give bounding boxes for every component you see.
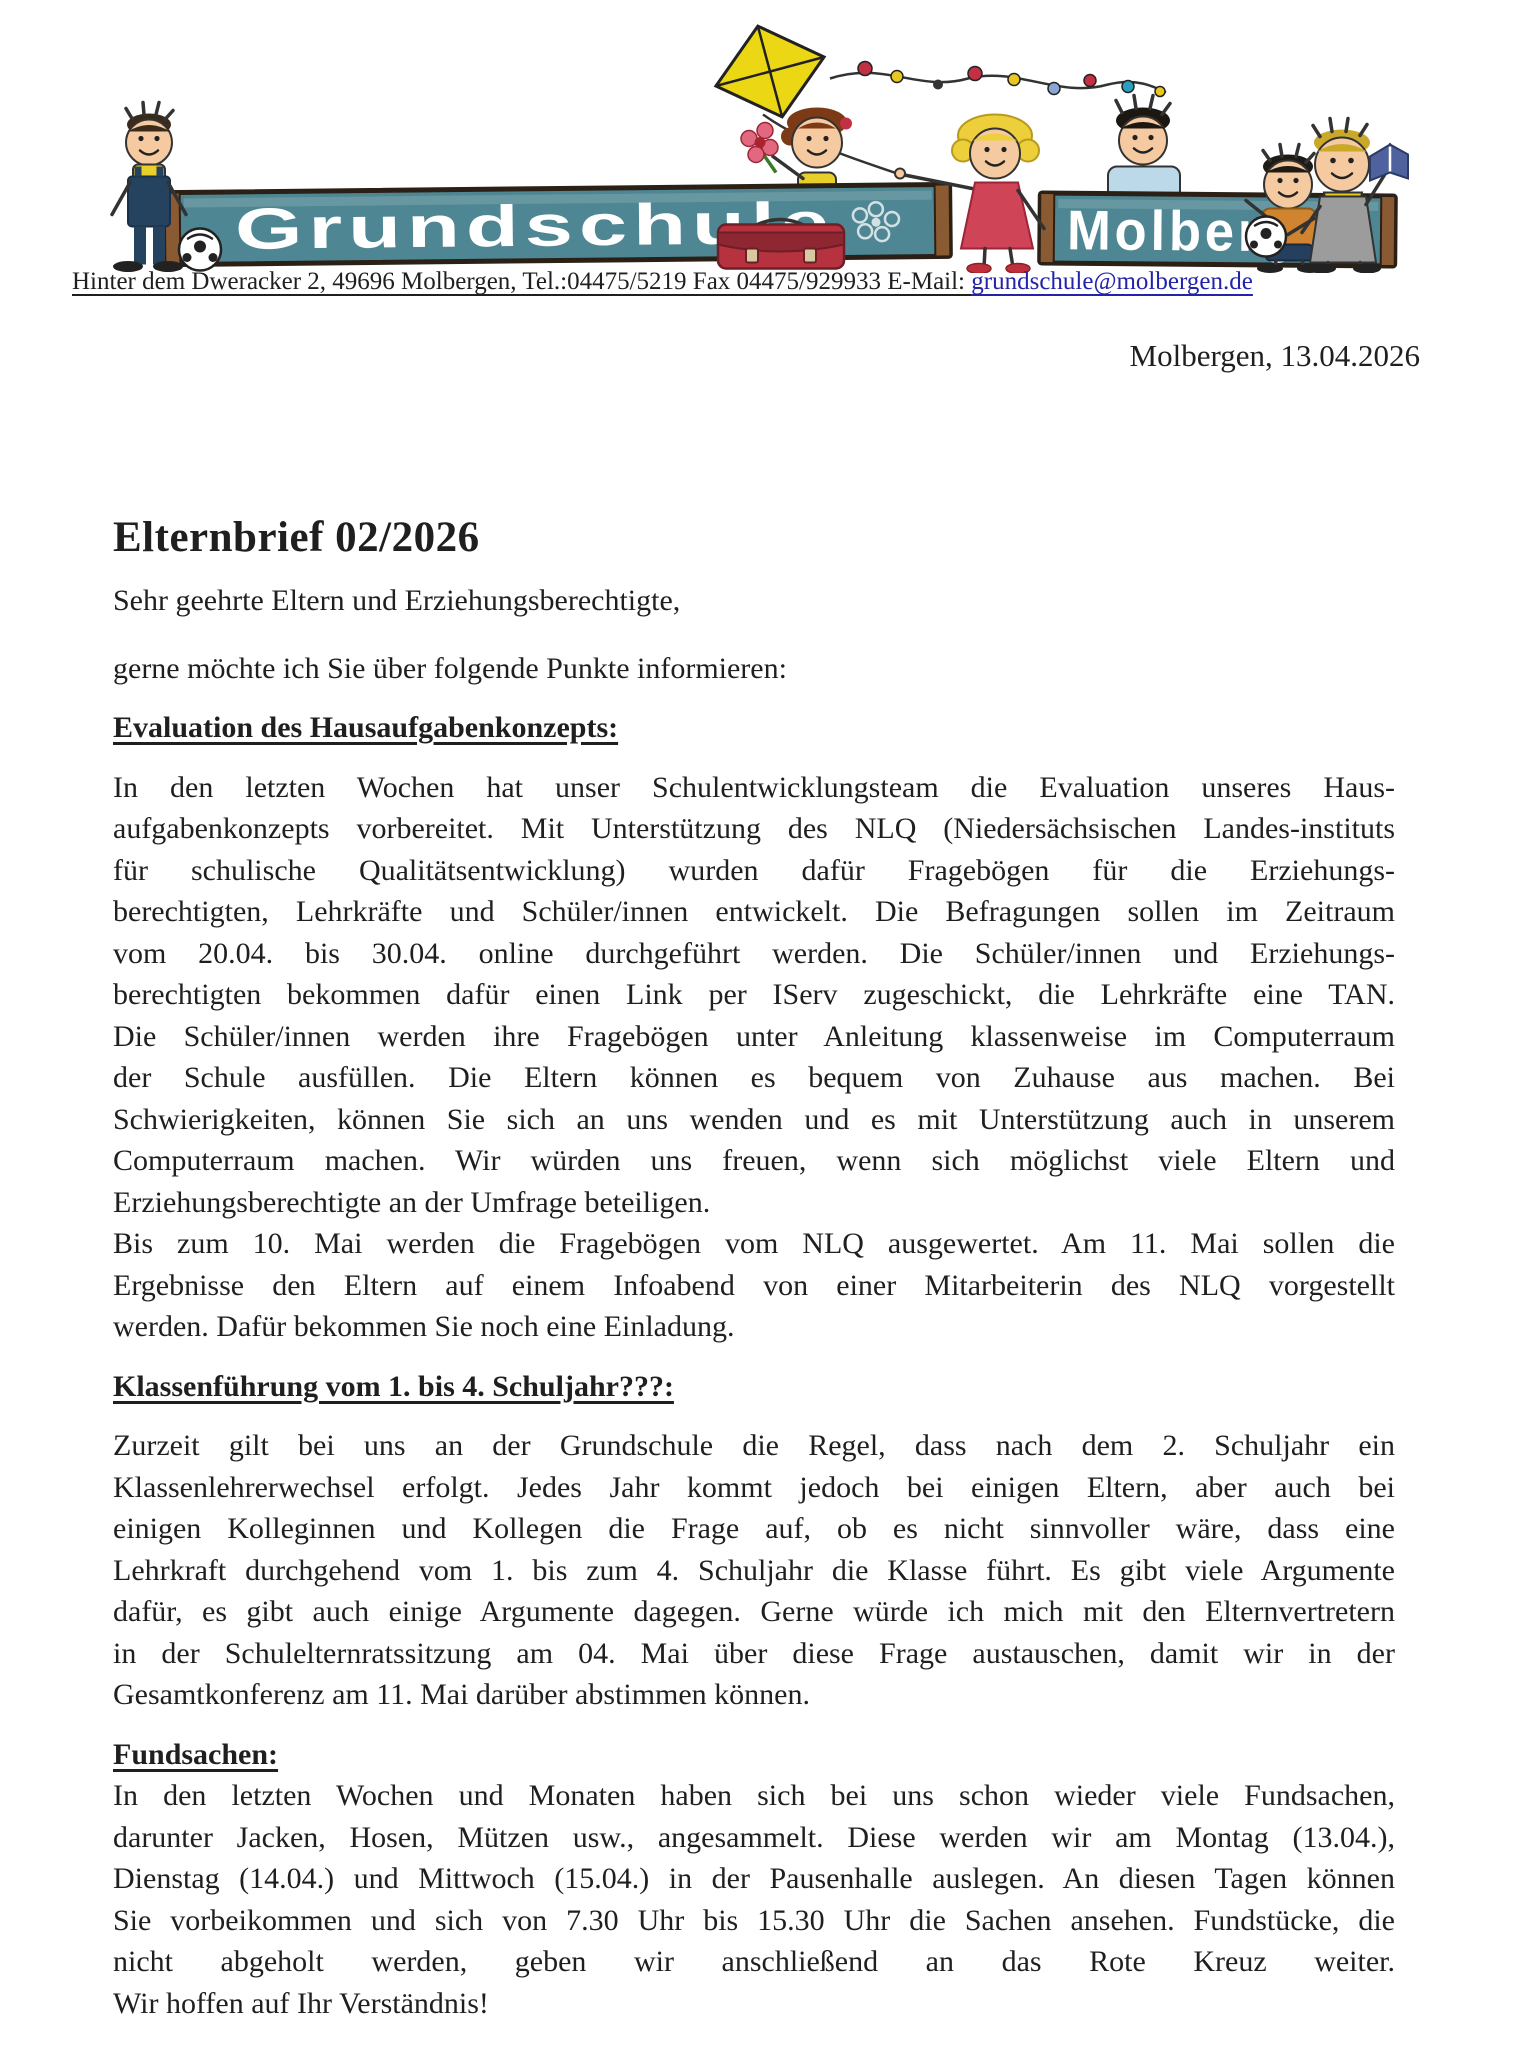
text-line: Wir hoffen auf Ihr Verständnis! (113, 1986, 489, 2020)
address-text: Hinter dem Dweracker 2, 49696 Molbergen, Tel.:04475/5219 Fax 04475/929933 E-Mail: (72, 268, 972, 295)
blonde-girl-head (952, 115, 1039, 179)
section-fundsachen (113, 1734, 1395, 2025)
red-satchel-icon (718, 220, 844, 269)
text-line: Klassenlehrerwechsel erfolgt. Jedes Jahr kommt jedoch bei einigen Eltern, aber auch bei (113, 1470, 1395, 1504)
letterhead-art (70, 15, 1410, 273)
text-line: dafür, es gibt auch einige Argumente dagegen. Gerne würde ich mich mit den Elternvertretern (113, 1595, 1395, 1628)
text-line: In den letzten Wochen hat unser Schulentwicklungsteam die Evaluation unseres Haus- (113, 770, 1395, 804)
soccer-ball-icon (179, 229, 221, 271)
letterhead-address-line (72, 266, 1464, 298)
text-line: Sie vorbeikommen und sich von 7.30 Uhr bis 15.30 Uhr die Sachen ansehen. Fundstücke, die (113, 1903, 1395, 1937)
text-line: nicht abgeholt werden, geben wir anschließend an das Rote Kreuz weiter. (113, 1945, 1395, 1978)
greeting-line: Sehr geehrte Eltern und Erziehungsberechtigte, (113, 584, 681, 617)
section-heading: Evaluation des Hausaufgabenkonzepts: (113, 711, 619, 744)
text-line: für schulische Qualitätsentwicklung) wurden dafür Fragebögen für die Erziehungs- (113, 853, 1395, 887)
flag-bunting-icon (830, 62, 1166, 97)
text-line: Bis zum 10. Mai werden die Fragebögen vom NLQ ausgewertet. Am 11. Mai sollen die (113, 1227, 1395, 1260)
text-line: der Schule ausfüllen. Die Eltern können es bequem von Zuhause aus machen. Bei (113, 1061, 1395, 1094)
text-line: Erziehungsberechtigte an der Umfrage beteiligen. (113, 1185, 711, 1219)
sign-right-label: Molbergen (1066, 198, 1387, 264)
text-line: Lehrkraft durchgehend vom 1. bis zum 4. Schuljahr die Klasse führt. Es gibt viele Argumente (113, 1553, 1395, 1587)
section-paragraph (113, 1425, 1395, 1716)
text-line: Gesamtkonferenz am 11. Mai darüber abstimmen können. (113, 1678, 811, 1711)
girl-with-flower-figure (741, 108, 852, 193)
text-line: berechtigten, Lehrkräfte und Schüler/innen entwickelt. Die Befragungen sollen im Zeitraum (113, 895, 1395, 928)
section-evaluation (113, 707, 1395, 1348)
text-line: vom 20.04. bis 30.04. online durchgeführt werden. Die Schüler/innen und Erziehungs- (113, 936, 1395, 970)
text-line: Computerraum machen. Wir würden uns freuen, wenn sich möglichst viele Eltern und (113, 1144, 1395, 1177)
text-line: werden. Dafür bekommen Sie noch eine Einladung. (113, 1310, 735, 1343)
section-heading: Fundsachen: (113, 1737, 279, 1771)
text-line: Dienstag (14.04.) und Mittwoch (15.04.) in der Pausenhalle auslegen. An diesen Tagen können (113, 1862, 1395, 1895)
text-line: In den letzten Wochen und Monaten haben sich bei uns schon wieder viele Fundsachen, (113, 1779, 1395, 1812)
text-line: Die Schüler/innen werden ihre Fragebögen unter Anleitung klassenweise im Computerraum (113, 1019, 1395, 1053)
intro-line: gerne möchte ich Sie über folgende Punkte informieren: (113, 651, 787, 685)
text-line: einigen Kolleginnen und Kollegen die Frage auf, ob es nicht sinnvoller wäre, dass eine (113, 1512, 1395, 1545)
section-klassenfuehrung (113, 1366, 1395, 1716)
text-line: Ergebnisse den Eltern auf einem Infoabend von einer Mitarbeiterin des NLQ vorgestellt (113, 1268, 1395, 1302)
letterhead-illustration (70, 15, 1410, 273)
section-heading: Klassenführung vom 1. bis 4. Schuljahr???: (113, 1369, 674, 1403)
date-line: Molbergen, 13.04.2026 (1129, 338, 1420, 373)
text-line: in der Schulelternratssitzung am 04. Mai über diese Frage austauschen, damit wir in der (113, 1636, 1395, 1670)
text-line: berechtigten bekommen dafür einen Link per IServ zugeschickt, die Lehrkräfte eine TAN. (113, 978, 1395, 1011)
letter-title: Elternbrief 02/2026 (113, 513, 480, 561)
sign-left-label: Grundschule (234, 192, 638, 262)
letter-body (113, 580, 1395, 2024)
text-line: darunter Jacken, Hosen, Mützen usw., angesammelt. Diese werden wir am Montag (13.04.), (113, 1820, 1395, 1854)
section-paragraph (113, 1775, 1395, 2024)
section-paragraph (113, 767, 1395, 1348)
text-line: Zurzeit gilt bei uns an der Grundschule die Regel, dass nach dem 2. Schuljahr ein (113, 1429, 1395, 1462)
boy-in-light-blue-figure (1108, 96, 1180, 201)
text-line: aufgabenkonzepts vorbereitet. Mit Unterstützung des NLQ (Niedersächsischen Landes-instituts (113, 812, 1395, 845)
soccer-ball-icon (1246, 217, 1286, 257)
email-link[interactable]: grundschule@molbergen.de (971, 268, 1253, 295)
text-line: Schwierigkeiten, können Sie sich an uns wenden und es mit Unterstützung auch in unserem (113, 1102, 1395, 1136)
open-book-icon (1370, 145, 1408, 181)
